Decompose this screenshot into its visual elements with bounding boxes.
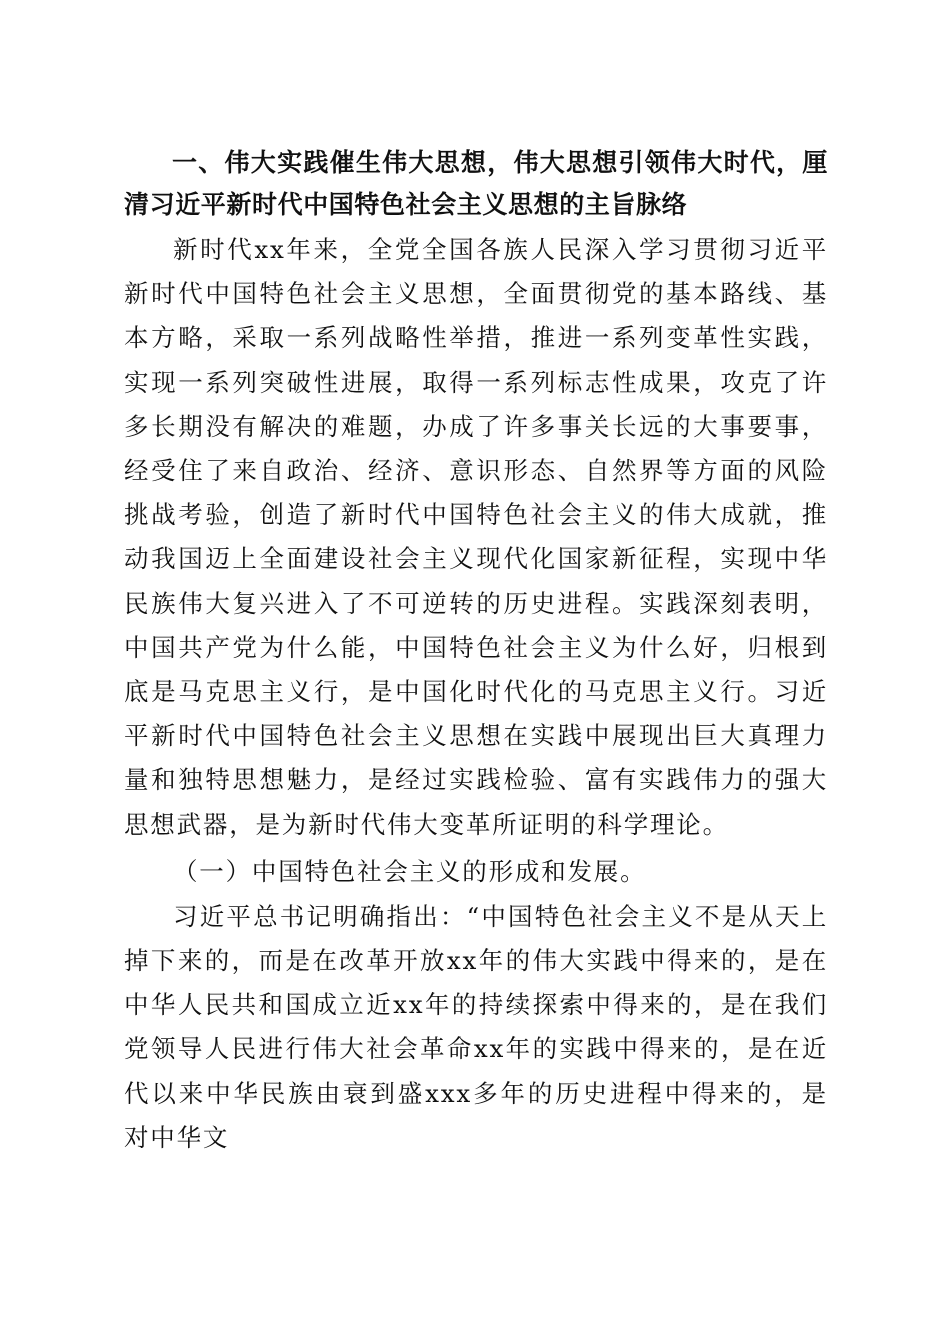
body-paragraph-1: 新时代xx年来，全党全国各族人民深入学习贯彻习近平新时代中国特色社会主义思想，全面贯彻党的基本路线、基本方略，采取一系列战略性举措，推进一系列变革性实践，实现一系列突破性进展，取得一系列标志性成果，攻克了许多长期没有解决的难题，办成了许多事关长远的大事要事，经受住了来自政治、经济、意识形态、自然界等方面的风险挑战考验，创造了新时代中国特色社会主义的伟大成就，推动我国迈上全面建设社会主义现代化国家新征程，实现中华民族伟大复兴进入了不可逆转的历史进程。实践深刻表明，中国共产党为什么能，中国特色社会主义为什么好，归根到底是马克思主义行，是中国化时代化的马克思主义行。习近平新时代中国特色社会主义思想在实践中展现出巨大真理力量和独特思想魅力，是经过实践检验、富有实践伟力的强大思想武器，是为新时代伟大变革所证明的科学理论。 [124, 235, 828, 839]
document-body [124, 142, 828, 1160]
body-paragraph-2: 习近平总书记明确指出：“中国特色社会主义不是从天上掉下来的，而是在改革开放xx年的伟大实践中得来的，是在中华人民共和国成立近xx年的持续探索中得来的，是在我们党领导人民进行伟大社会革命xx年的实践中得来的，是在近代以来中华民族由衰到盛xxx多年的历史进程中得来的，是对中华文 [124, 901, 828, 1152]
subsection-heading-1: （一）中国特色社会主义的形成和发展。 [173, 856, 647, 886]
section-heading: 一、伟大实践催生伟大思想，伟大思想引领伟大时代，厘清习近平新时代中国特色社会主义思想的主旨脉络 [124, 148, 828, 219]
